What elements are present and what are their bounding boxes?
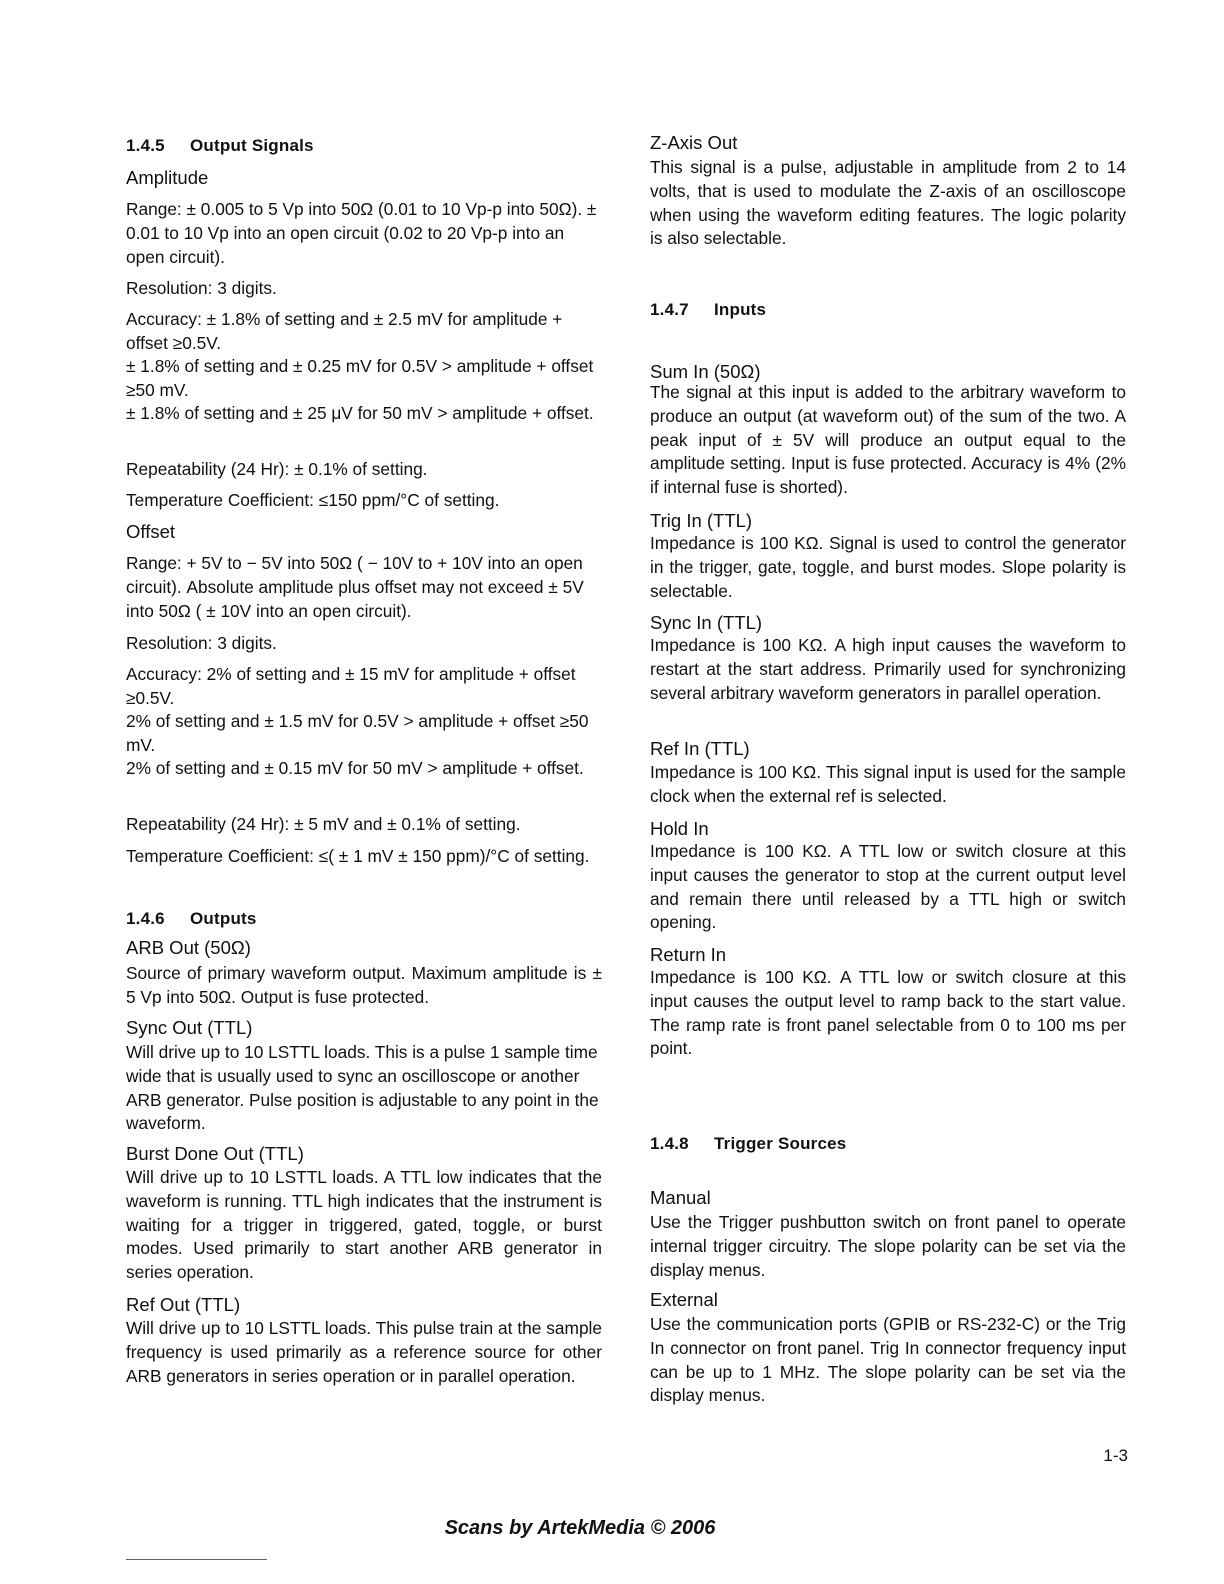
return-in-text: Impedance is 100 KΩ. A TTL low or switch closure at this input causes the output level to ramp back to the start value. The ramp rate is front panel selectable from 0 to 100 ms per point. <box>650 967 1126 1059</box>
z-axis-out-heading: Z-Axis Out <box>650 132 738 153</box>
offset-heading: Offset <box>126 521 176 542</box>
ref-out-heading: Ref Out (TTL) <box>126 1294 241 1315</box>
section-number: 1.4.6 <box>126 909 165 928</box>
amplitude-accuracy-text-1: Accuracy: ± 1.8% of setting and ± 2.5 mV for amplitude + offset ≥0.5V. <box>126 309 563 353</box>
offset-resolution-text: Resolution: 3 digits. <box>126 633 277 653</box>
amplitude-temperature-text: Temperature Coefficient: ≤150 ppm/°C of setting. <box>126 490 500 510</box>
burst-done-out-text: Will drive up to 10 LSTTL loads. A TTL low indicates that the waveform is running. TTL high indicates that the instrument is waiting for a trigger in triggered, gated, toggle, or burst modes. Used primarily to start another ARB generator in series operation. <box>126 1167 602 1283</box>
amplitude-accuracy-text-3: ± 1.8% of setting and ± 25 μV for 50 mV > amplitude + offset. <box>126 403 594 423</box>
section-title: Trigger Sources <box>714 1134 847 1153</box>
section-heading-1-4-6 <box>126 909 602 929</box>
sum-in-text: The signal at this input is added to the arbitrary waveform to produce an output (at waveform out) of the sum of the two. A peak input of ± 5V will produce an output equal to the amplitude setting. Input is fuse protected. Accuracy is 4% (2% if internal fuse is shorted). <box>650 382 1126 498</box>
section-number: 1.4.8 <box>650 1134 689 1153</box>
section-heading-1-4-8 <box>650 1134 1126 1154</box>
external-heading: External <box>650 1289 718 1310</box>
sync-in-text: Impedance is 100 KΩ. A high input causes the waveform to restart at the start address. Primarily used for synchronizing several arbitrary waveform generators in parallel operation. <box>650 635 1126 703</box>
arb-out-heading: ARB Out (50Ω) <box>126 937 251 958</box>
section-title: Output Signals <box>190 136 314 155</box>
offset-accuracy-text-3: 2% of setting and ± 0.15 mV for 50 mV > amplitude + offset. <box>126 758 584 778</box>
trig-in-text: Impedance is 100 KΩ. Signal is used to control the generator in the trigger, gate, toggle, and burst modes. Slope polarity is selectable. <box>650 533 1126 601</box>
ref-in-heading: Ref In (TTL) <box>650 738 750 759</box>
ref-in-text: Impedance is 100 KΩ. This signal input is used for the sample clock when the external ref is selected. <box>650 762 1126 806</box>
section-heading-1-4-7 <box>650 300 1126 320</box>
external-text: Use the communication ports (GPIB or RS-232-C) or the Trig In connector on front panel. Trig In connector frequency input can be up to 1 MHz. The slope polarity can be set via the display menus. <box>650 1314 1126 1406</box>
z-axis-out-text: This signal is a pulse, adjustable in amplitude from 2 to 14 volts, that is used to modulate the Z-axis of an oscilloscope when using the waveform editing features. The logic polarity is also selectable. <box>650 157 1126 249</box>
section-heading-1-4-5 <box>126 136 602 156</box>
manual-text: Use the Trigger pushbutton switch on front panel to operate internal trigger circuitry. The slope polarity can be set via the display menus. <box>650 1212 1126 1280</box>
offset-accuracy-text-1: Accuracy: 2% of setting and ± 15 mV for amplitude + offset ≥0.5V. <box>126 664 576 708</box>
offset-range-text: Range: + 5V to − 5V into 50Ω ( − 10V to + 10V into an open circuit). Absolute amplitude plus offset may not exceed ± 5V into 50Ω ( ± 10V into an open circuit). <box>126 553 584 621</box>
amplitude-heading: Amplitude <box>126 167 209 188</box>
footer-rule <box>126 1559 267 1560</box>
burst-done-out-heading: Burst Done Out (TTL) <box>126 1143 304 1164</box>
amplitude-accuracy-text-2: ± 1.8% of setting and ± 0.25 mV for 0.5V > amplitude + offset ≥50 mV. <box>126 356 594 400</box>
manual-heading: Manual <box>650 1187 711 1208</box>
sum-in-heading: Sum In (50Ω) <box>650 361 761 382</box>
ref-out-text: Will drive up to 10 LSTTL loads. This pulse train at the sample frequency is used primarily as a reference source for other ARB generators in series operation or in parallel operation. <box>126 1318 602 1386</box>
trig-in-heading: Trig In (TTL) <box>650 510 753 531</box>
hold-in-heading: Hold In <box>650 818 709 839</box>
footer-credit: Scans by ArtekMedia © 2006 <box>444 1517 716 1539</box>
section-number: 1.4.7 <box>650 300 689 319</box>
sync-out-text: Will drive up to 10 LSTTL loads. This is a pulse 1 sample time wide that is usually used to sync an oscilloscope or another ARB generator. Pulse position is adjustable to any point in the waveform. <box>126 1042 599 1134</box>
offset-accuracy-text-2: 2% of setting and ± 1.5 mV for 0.5V > amplitude + offset ≥50 mV. <box>126 711 589 755</box>
offset-repeatability-text: Repeatability (24 Hr): ± 5 mV and ± 0.1% of setting. <box>126 814 521 834</box>
page-number: 1-3 <box>1103 1446 1128 1465</box>
amplitude-resolution-text: Resolution: 3 digits. <box>126 278 277 298</box>
amplitude-range-text: Range: ± 0.005 to 5 Vp into 50Ω (0.01 to 10 Vp-p into 50Ω). ± 0.01 to 10 Vp into an open circuit (0.02 to 20 Vp-p into an open circuit). <box>126 199 597 267</box>
hold-in-text: Impedance is 100 KΩ. A TTL low or switch closure at this input causes the generator to stop at the current output level and remain there until released by a TTL high or switch opening. <box>650 841 1126 933</box>
arb-out-text: Source of primary waveform output. Maximum amplitude is ± 5 Vp into 50Ω. Output is fuse protected. <box>126 963 602 1007</box>
offset-temperature-text: Temperature Coefficient: ≤( ± 1 mV ± 150 ppm)/°C of setting. <box>126 846 590 866</box>
amplitude-repeatability-text: Repeatability (24 Hr): ± 0.1% of setting. <box>126 459 428 479</box>
section-title: Inputs <box>714 300 767 319</box>
return-in-heading: Return In <box>650 944 727 965</box>
sync-in-heading: Sync In (TTL) <box>650 612 763 633</box>
section-number: 1.4.5 <box>126 136 165 155</box>
section-title: Outputs <box>190 909 257 928</box>
sync-out-heading: Sync Out (TTL) <box>126 1017 253 1038</box>
